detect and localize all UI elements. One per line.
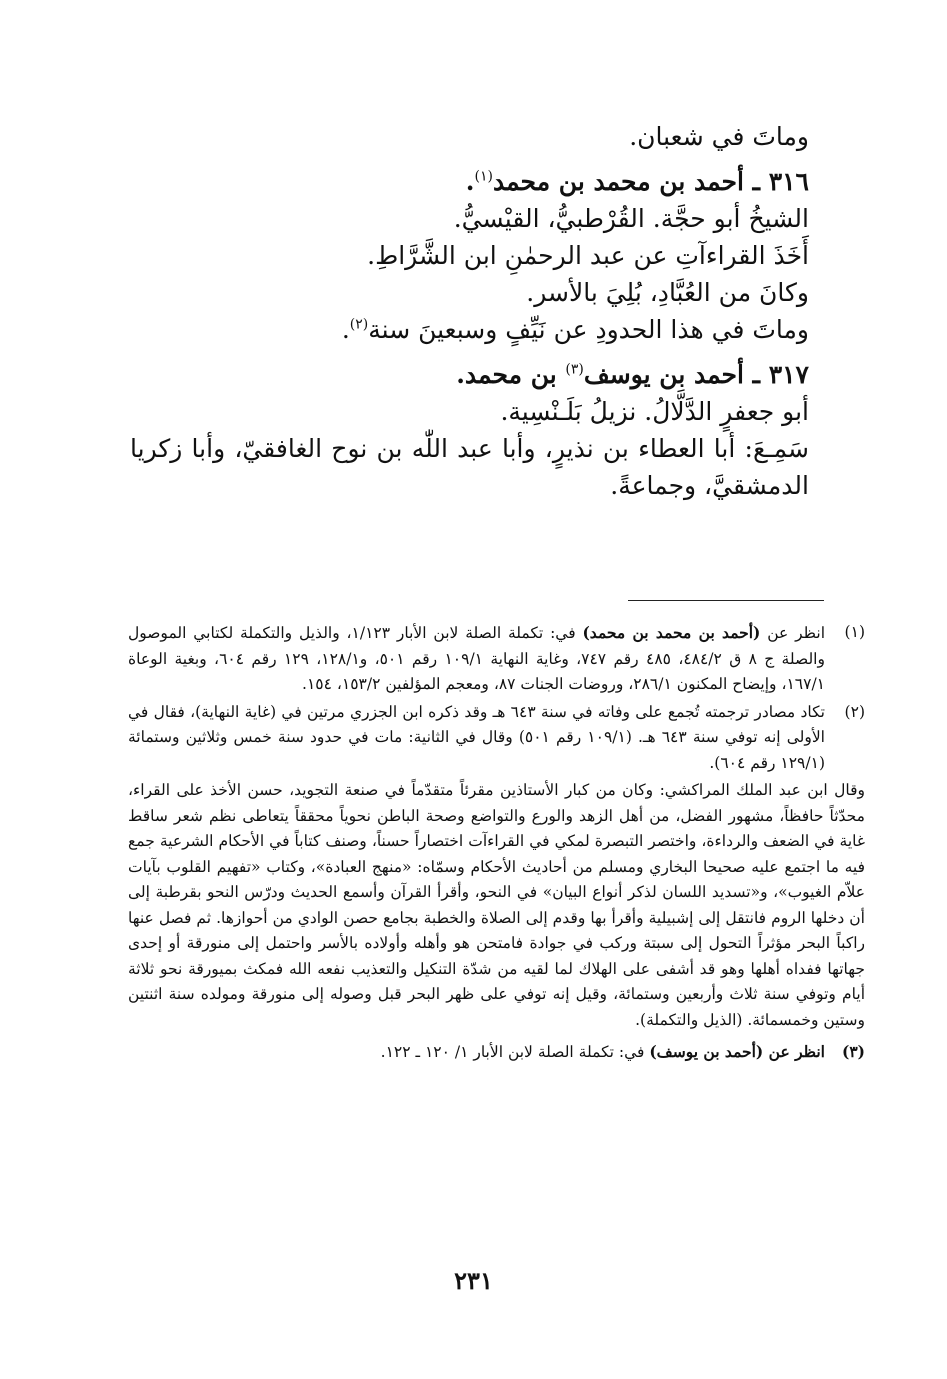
footnote-number: (٣) xyxy=(841,1042,865,1061)
footnote-ref: (٣) xyxy=(565,361,584,378)
text-line: أبو جعفرٍ الدَّلَّالُ. نزيلُ بَلَـنْسِية. xyxy=(500,397,809,426)
footnote-separator xyxy=(628,600,824,601)
footnote-ref: (٢) xyxy=(349,316,369,333)
footnote-2 xyxy=(128,700,865,777)
footnote-text xyxy=(128,778,865,1033)
text-line: أَخَذَ القراءآتِ عن عبد الرحمٰنِ ابن الشَّرَّاطِ. xyxy=(367,241,809,270)
entry-title-text: بن محمد. xyxy=(456,360,566,389)
text-span: وماتَ في هذا الحدودِ عن نَيِّفٍ وسبعينَ سنة xyxy=(368,315,809,344)
text-span: انظر عن xyxy=(763,1042,825,1061)
text-line: وكانَ من العُبَّادِ، بُلِيَ بالأسر. xyxy=(526,278,809,307)
text-paragraph: سَمِـعَ: أبا العطاء بن نذيرٍ، وأبا عبد اللّٰه بن نوح الغافقيّ، وأبا زكريا الدمشقيَّ، وجماعةً. xyxy=(130,434,809,500)
footnote-paragraph: وقال ابن عبد الملك المراكشي: وكان من كبار الأستاذين مقرئاً متقدّماً في صنعة التجويد، حسن الأخذ على القراء، محدّثاً حافظاً، مشهور الفضل، من أهل الزهد والورع والتواضع وصحة الباطن نحوياً محققاً يتعاطى نظم شعر ساقط غاية في الضعف والرداءة، واختصر التبصرة لمكي في القراءآت اختصاراً حسناً، وصنف كتاباً في الأحكام الشرعية جمع فيه ما اجتمع عليه صحيحا البخاري ومسلم من أحاديث الأحكام وسمّاه: «منهج العبادة»، وكتاب «تفهيم القلوب بآيات علاّم الغيوب»، و«تسديد اللسان لذكر أنواع البيان» في النحو، وأقرأ القرآن وأسمع الحديث ودرّس النحو بقرطبة إلى أن دخلها الروم فانتقل إلى إشبيلية وأقرأ بها وقدم إلى الصلاة والخطبة بجامع حصن الوادي من أحوازها. ثم فصل عنها راكباً البحر مؤثراً التحول إلى سبتة وركب في جوادة فامتحن هو وأهله وأولاده بالأسر واحتمل إلى منورقة أو إحدى جهاتها ففداه أهلها وهو قد أشفى على الهلاك لما لقيه من شدّة التنكيل والتعذيب نفعه الله فمكث بميورقة نحو ثلاثة أيام وتوفي سنة ثلاث وأربعين وستمائة، وقيل إنه توفي على ظهر البحر قبل وصوله إلى منورقة ومولده سنة اثنتين وستين وخمسمائة. (الذيل والتكملة). xyxy=(128,781,865,1029)
text-span: انظر عن xyxy=(760,624,825,642)
text-line: الشيخُ أبو حجَّة. القُرْطبيُّ، القيْسيُّ. xyxy=(453,204,809,233)
footnote-text xyxy=(128,620,825,698)
footnote-subject: (أحمد بن محمد بن محمد) xyxy=(582,623,761,642)
footnote-subject: (أحمد بن يوسف) xyxy=(649,1042,764,1061)
entry-317-title xyxy=(130,356,809,393)
entry-316-title xyxy=(130,163,809,200)
footnote-ref: (١) xyxy=(474,168,493,185)
footnote-text xyxy=(128,1039,825,1066)
footnote-3 xyxy=(128,1039,865,1066)
punctuation: . xyxy=(465,167,475,196)
page-number: ٢٣١ xyxy=(454,1266,493,1295)
text-line: وماتَ في شعبان. xyxy=(629,122,809,151)
footnote-1 xyxy=(128,620,865,698)
footnote-paragraph: تكاد مصادر ترجمته تُجمع على وفاته في سنة ٦٤٣ هـ وقد ذكره ابن الجزري مرتين في (غاية النهاية)، فقال في الأولى إنه توفي سنة ٦٤٣ هـ. (١٠٩/١ رقم ٥٠١) وقال في الثانية: مات في حدود سنة خمس وثلاثين وستمائة (١٢٩/١ رقم ٦٠٤). xyxy=(128,702,825,772)
text-span: في: تكملة الصلة لابن الأبار ١/١٢٣، والذيل والتكملة لكتابي الموصول والصلة ج ٨ ق ٤٨٤/٢، ٤٨٥ رقم ٧٤٧، وغاية النهاية ١٠٩/١ رقم ٥٠١، و١٢٨/١، ١٢٩ رقم ٦٠٤، وبغية الوعاة ١٦٧/١، وإيضاح المكنون ٢٨٦/١، وروضات الجنات ٨٧، ومعجم المؤلفين ١٥٣/٢، ١٥٤. xyxy=(128,624,825,693)
punctuation: . xyxy=(341,315,350,344)
entry-title-text: ٣١٦ ـ أحمد بن محمد بن محمد xyxy=(492,167,809,196)
main-text xyxy=(130,118,809,504)
text-line xyxy=(130,311,809,348)
footnote-text xyxy=(128,700,825,777)
entry-title-text: ٣١٧ ـ أحمد بن يوسف xyxy=(583,360,809,389)
text-span: في: تكملة الصلة لابن الأبار ١/ ١٢٠ ـ ١٢٢. xyxy=(380,1043,650,1061)
footnotes xyxy=(128,620,865,1068)
footnote-2-continued xyxy=(128,778,865,1033)
footnote-number: (١) xyxy=(844,623,865,641)
footnote-number: (٢) xyxy=(844,702,865,721)
